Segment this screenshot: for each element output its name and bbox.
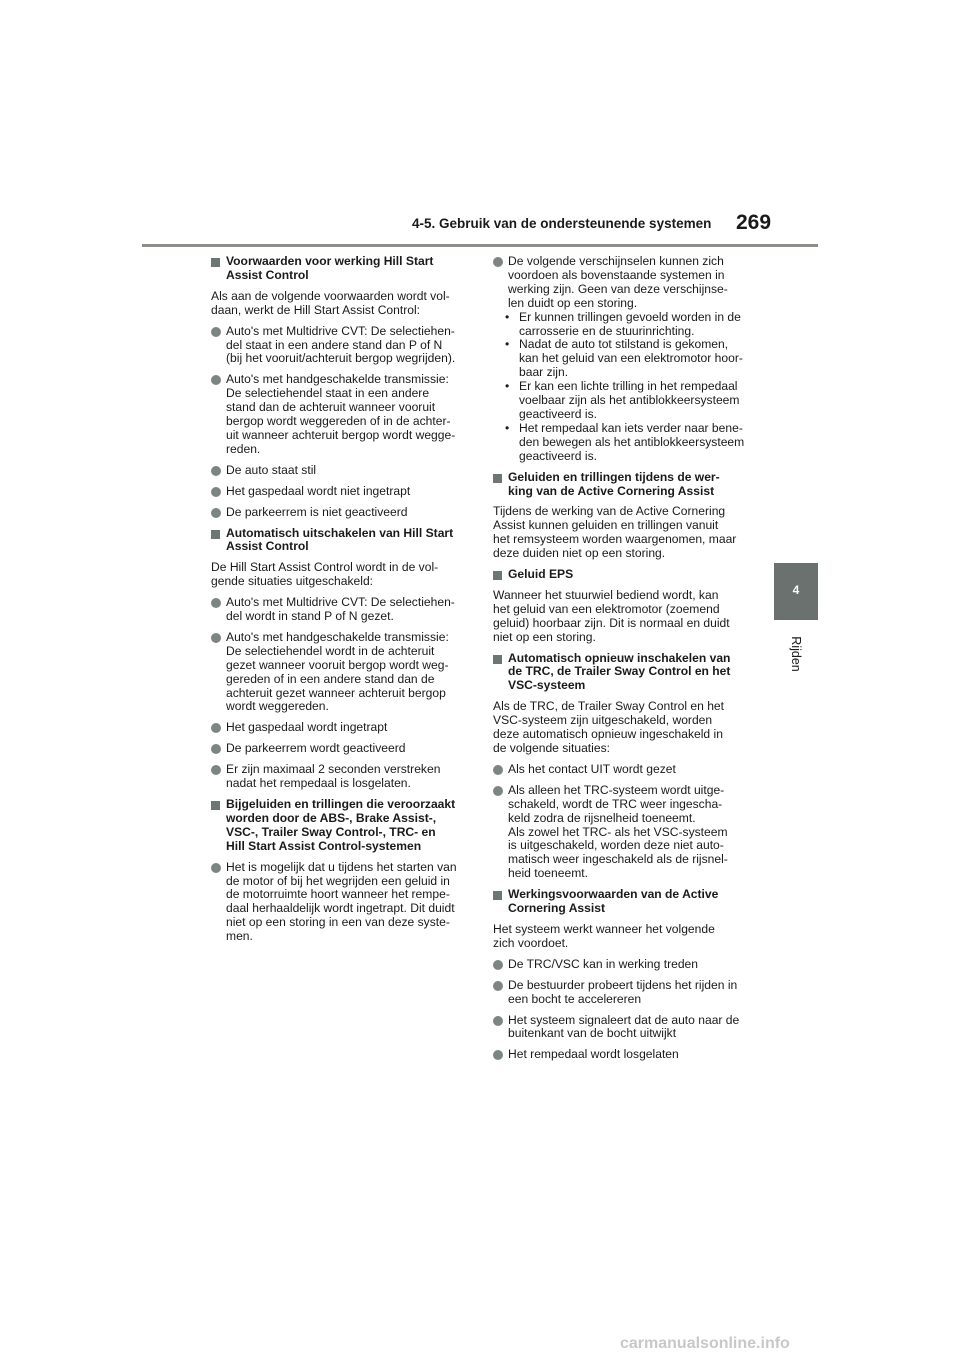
- paragraph: [493, 505, 751, 561]
- text-line: Er zijn maximaal 2 seconden verstreken: [226, 762, 441, 777]
- bullet-item: [211, 485, 469, 499]
- chapter-number: 4: [792, 583, 800, 597]
- chapter-tab[interactable]: [774, 563, 818, 620]
- text-line: heid toeneemt.: [508, 866, 589, 881]
- text-line: Als de TRC, de Trailer Sway Control en het: [493, 699, 725, 714]
- text-line: VSC-systeem: [508, 678, 586, 693]
- text-line: niet op een storing in een van deze syste-: [226, 915, 450, 930]
- text-line: De selectiehendel staat in een andere: [226, 386, 430, 401]
- text-line: men.: [226, 929, 253, 944]
- text-line: Auto's met Multidrive CVT: De selectiehen-: [226, 595, 455, 610]
- text-line: baar zijn.: [519, 365, 569, 380]
- sub-bullet-mark: •: [505, 337, 510, 352]
- header-divider: [142, 244, 818, 247]
- text-line: Bijgeluiden en trillingen die veroorzaakt: [226, 797, 456, 811]
- bullet-dot-icon: [493, 981, 503, 991]
- text-line: De auto staat stil: [226, 462, 317, 477]
- text-line: Het systeem werkt wanneer het volgende: [493, 921, 715, 936]
- text-line: het geluid van een elektromotor (zoemend: [493, 601, 720, 616]
- text-line: voelbaar zijn als het antiblokkeersysteem: [519, 393, 740, 408]
- section-heading: [211, 255, 469, 283]
- bullet-dot-icon: [493, 257, 503, 267]
- text-line: daal herhaaldelijk wordt ingetrapt. Dit duidt: [226, 901, 455, 916]
- text-line: Assist Control: [226, 539, 309, 554]
- section-heading: [211, 798, 469, 854]
- text-line: de motorruimte hoort wanneer het rempe-: [226, 887, 450, 902]
- text-line: buitenkant van de bocht uitwijkt: [508, 1026, 677, 1041]
- text-line: Het rempedaal wordt losgelaten: [508, 1047, 679, 1062]
- text-line: den bewegen als het antiblokkeersysteem: [519, 434, 745, 449]
- text-line: carrosserie en de stuurinrichting.: [519, 323, 695, 338]
- chapter-label: Rijden: [789, 636, 803, 672]
- text-line: voordoen als bovenstaande systemen in: [508, 267, 725, 282]
- text-line: Wanneer het stuurwiel bediend wordt, kan: [493, 587, 719, 602]
- text-line: achteruit gezet wanneer achteruit bergop: [226, 685, 446, 700]
- text-line: De Hill Start Assist Control wordt in de vol-: [211, 560, 439, 575]
- text-line: Het gaspedaal wordt niet ingetrapt: [226, 483, 411, 498]
- sub-bullet-item: [493, 311, 751, 339]
- text-line: VSC-, Trailer Sway Control-, TRC- en: [226, 824, 436, 839]
- text-line: Tijdens de werking van de Active Cornering: [493, 504, 726, 519]
- text-line: deze duiden niet op een storing.: [493, 546, 666, 561]
- bullet-item: [493, 784, 751, 881]
- bullet-dot-icon: [211, 765, 221, 775]
- text-line: kan het geluid van een elektromotor hoor-: [519, 351, 743, 366]
- bullet-item: [211, 721, 469, 735]
- bullet-item: [211, 464, 469, 478]
- heading-square-icon: [493, 891, 502, 900]
- text-line: Geluiden en trillingen tijdens de wer-: [508, 469, 720, 484]
- text-line: de TRC, de Trailer Sway Control en het: [508, 664, 731, 679]
- text-line: gezet wanneer vooruit bergop wordt weg-: [226, 657, 449, 672]
- bullet-dot-icon: [493, 960, 503, 970]
- bullet-item: [211, 596, 469, 624]
- bullet-item: [493, 958, 751, 972]
- bullet-dot-icon: [211, 466, 221, 476]
- text-line: de volgende situaties:: [493, 741, 610, 755]
- text-line: reden.: [226, 441, 261, 456]
- sub-bullet-item: [493, 380, 751, 422]
- bullet-dot-icon: [493, 765, 503, 775]
- text-line: De parkeerrem is niet geactiveerd: [226, 504, 408, 519]
- text-line: len duidt op een storing.: [508, 295, 638, 310]
- text-line: del wordt in stand P of N gezet.: [226, 609, 394, 624]
- heading-square-icon: [493, 655, 502, 664]
- heading-square-icon: [493, 571, 502, 580]
- sub-bullet-item: [493, 338, 751, 380]
- text-line: werking zijn. Geen van deze verschijnse-: [508, 281, 728, 296]
- right-column: [493, 255, 751, 1069]
- bullet-item: [493, 255, 751, 311]
- bullet-dot-icon: [493, 786, 503, 796]
- text-line: gereden of in een andere stand dan de: [226, 671, 435, 686]
- text-line: Als het contact UIT wordt gezet: [508, 761, 676, 776]
- text-line: Werkingsvoorwaarden van de Active: [508, 887, 719, 902]
- text-line: Assist Control: [226, 267, 309, 282]
- bullet-item: [493, 763, 751, 777]
- text-line: Auto's met handgeschakelde transmissie:: [226, 629, 449, 644]
- text-line: geactiveerd is.: [519, 406, 597, 421]
- text-line: De selectiehendel wordt in de achteruit: [226, 643, 435, 658]
- bullet-dot-icon: [211, 375, 221, 385]
- bullet-item: [211, 631, 469, 714]
- text-line: Hill Start Assist Control-systemen: [226, 838, 422, 853]
- text-line: Er kunnen trillingen gevoeld worden in de: [519, 309, 741, 324]
- text-line: geactiveerd is.: [519, 448, 597, 463]
- bullet-item: [493, 1048, 751, 1062]
- text-line: Het rempedaal kan iets verder naar bene-: [519, 420, 743, 435]
- text-line: matisch weer ingeschakeld als de rijsnel-: [508, 852, 728, 867]
- text-line: stand dan de achteruit wanneer vooruit: [226, 400, 436, 415]
- bullet-dot-icon: [211, 863, 221, 873]
- text-line: het remsysteem worden waargenomen, maar: [493, 532, 737, 547]
- paragraph: [493, 589, 751, 645]
- text-line: Auto's met handgeschakelde transmissie:: [226, 372, 449, 387]
- sub-bullet-mark: •: [505, 420, 510, 435]
- text-line: keld zodra de rijsnelheid toeneemt.: [508, 810, 696, 825]
- bullet-dot-icon: [493, 1016, 503, 1026]
- text-line: Assist kunnen geluiden en trillingen vanuit: [493, 518, 719, 533]
- paragraph: [493, 923, 751, 951]
- section-heading: [493, 568, 751, 582]
- heading-square-icon: [211, 258, 220, 267]
- sub-bullet-mark: •: [505, 379, 510, 394]
- section-heading: [493, 471, 751, 499]
- text-line: Als zowel het TRC- als het VSC-systeem: [508, 824, 728, 839]
- text-line: Er kan een lichte trilling in het rempedaal: [519, 379, 738, 394]
- heading-square-icon: [493, 474, 502, 483]
- text-line: geluid) hoorbaar zijn. Dit is normaal en duidt: [493, 615, 730, 630]
- bullet-item: [211, 373, 469, 456]
- text-line: gende situaties uitgeschakeld:: [211, 574, 374, 589]
- text-line: wordt weggereden.: [226, 699, 329, 714]
- text-line: Als alleen het TRC-systeem wordt uitge-: [508, 782, 725, 797]
- text-line: Voorwaarden voor werking Hill Start: [226, 254, 434, 268]
- text-line: daan, werkt de Hill Start Assist Control:: [211, 302, 421, 317]
- paragraph: [211, 561, 469, 589]
- text-line: uit wanneer achteruit bergop wordt wegge-: [226, 427, 456, 442]
- text-line: De volgende verschijnselen kunnen zich: [508, 254, 724, 268]
- page-number: 269: [736, 211, 772, 234]
- text-line: De bestuurder probeert tijdens het rijden in: [508, 977, 738, 992]
- text-line: Cornering Assist: [508, 901, 605, 916]
- text-line: niet op een storing.: [493, 629, 596, 644]
- bullet-dot-icon: [211, 723, 221, 733]
- text-line: Het gaspedaal wordt ingetrapt: [226, 720, 388, 735]
- bullet-dot-icon: [493, 1050, 503, 1060]
- text-line: De TRC/VSC kan in werking treden: [508, 956, 698, 971]
- bullet-dot-icon: [211, 633, 221, 643]
- text-line: zich voordoet.: [493, 935, 569, 950]
- watermark-text: carmanualsonline.info: [620, 1335, 790, 1352]
- bullet-dot-icon: [211, 598, 221, 608]
- bullet-dot-icon: [211, 744, 221, 754]
- text-line: deze automatisch opnieuw ingeschakeld in: [493, 727, 723, 742]
- text-line: nadat het rempedaal is losgelaten.: [226, 776, 411, 791]
- bullet-item: [211, 506, 469, 520]
- text-line: De parkeerrem wordt geactiveerd: [226, 741, 406, 756]
- text-line: Het systeem signaleert dat de auto naar de: [508, 1012, 740, 1027]
- sub-bullet-mark: •: [505, 309, 510, 324]
- bullet-item: [211, 742, 469, 756]
- bullet-dot-icon: [211, 327, 221, 337]
- text-line: Het is mogelijk dat u tijdens het starten van: [226, 859, 457, 874]
- text-line: Geluid EPS: [508, 567, 574, 582]
- bullet-item: [493, 1014, 751, 1042]
- text-line: een bocht te accelereren: [508, 991, 642, 1006]
- text-line: VSC-systeem zijn uitgeschakeld, worden: [493, 713, 713, 728]
- bullet-item: [211, 325, 469, 367]
- text-line: de motor of bij het wegrijden een geluid in: [226, 873, 450, 888]
- sub-bullet-item: [493, 422, 751, 464]
- section-heading: [211, 527, 469, 555]
- text-line: del staat in een andere stand dan P of N: [226, 337, 443, 352]
- section-title: 4-5. Gebruik van de ondersteunende systemen: [412, 216, 712, 231]
- paragraph: [493, 700, 751, 756]
- bullet-item: [493, 979, 751, 1007]
- paragraph: [211, 290, 469, 318]
- text-line: is uitgeschakeld, worden deze niet auto-: [508, 838, 724, 853]
- text-line: (bij het vooruit/achteruit bergop wegrijden).: [226, 351, 456, 366]
- text-line: Auto's met Multidrive CVT: De selectiehen-: [226, 323, 455, 338]
- bullet-dot-icon: [211, 487, 221, 497]
- section-heading: [493, 888, 751, 916]
- bullet-item: [211, 861, 469, 944]
- text-line: Automatisch uitschakelen van Hill Start: [226, 525, 454, 540]
- text-line: worden door de ABS-, Brake Assist-,: [226, 810, 437, 825]
- heading-square-icon: [211, 530, 220, 539]
- text-line: king van de Active Cornering Assist: [508, 483, 715, 498]
- text-line: bergop wordt weggereden of in de achter-: [226, 414, 451, 429]
- left-column: [211, 255, 469, 951]
- text-line: Automatisch opnieuw inschakelen van: [508, 650, 731, 665]
- text-line: Nadat de auto tot stilstand is gekomen,: [519, 337, 729, 352]
- text-line: Als aan de volgende voorwaarden wordt vol-: [211, 288, 450, 303]
- bullet-dot-icon: [211, 508, 221, 518]
- heading-square-icon: [211, 801, 220, 810]
- text-line: schakeld, wordt de TRC weer ingescha-: [508, 796, 723, 811]
- section-heading: [493, 652, 751, 694]
- bullet-item: [211, 763, 469, 791]
